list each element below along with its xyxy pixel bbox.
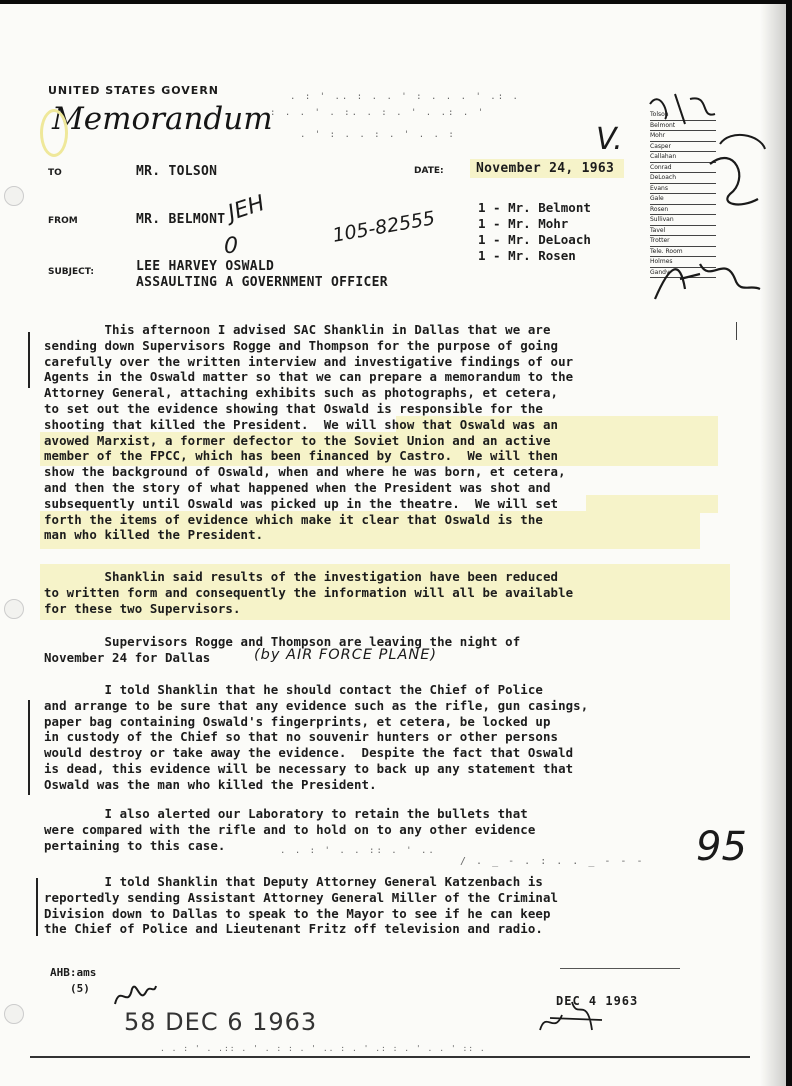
date-label: DATE: (414, 166, 444, 176)
from-label: FROM (48, 216, 78, 226)
scan-noise: : . . ' . :. . : . ' . .: . ' (270, 108, 486, 118)
memo-title: Memorandum (52, 101, 273, 137)
scan-noise: . . : ' . . :: . ' .. (280, 846, 436, 856)
to-label: TO (48, 168, 62, 178)
routing-item: Trotter (650, 236, 716, 247)
routing-item: Tavel (650, 226, 716, 237)
routing-item: Rosen (650, 205, 716, 216)
recorded-stamp: DEC 4 1963 (556, 994, 639, 1008)
distribution-item: 1 - Mr. Rosen (478, 248, 576, 263)
subject-label: SUBJECT: (48, 267, 94, 277)
stamp-scribble (532, 990, 622, 1040)
signature-line (560, 968, 680, 969)
body-paragraph-6: I told Shanklin that Deputy Attorney General Katzenbach is reportedly sending Assistant Attorney General Miller of the Criminal Division down to Dallas to speak to the Mayor to see if he can keep the Chief of Police and Lieutenant Fritz off television and radio. (44, 874, 559, 937)
to-value: MR. TOLSON (136, 164, 218, 179)
subject-line-1: LEE HARVEY OSWALD (136, 259, 275, 274)
scan-noise: . . : ' . .:: . ' . : : . ' .. : . ' .: : . ' . . ' :: . (160, 1044, 486, 1053)
footer-rule (30, 1056, 750, 1058)
from-value: MR. BELMONT (136, 212, 226, 227)
routing-item: Callahan (650, 152, 716, 163)
routing-item: Tele. Room (650, 247, 716, 258)
body-paragraph-5: I also alerted our Laboratory to retain the bullets that were compared with the rifle and to hold on to any other evidence pertaining to this case. (44, 806, 536, 853)
routing-initials-scribble (640, 84, 780, 314)
routing-item: Conrad (650, 163, 716, 174)
distribution-item: 1 - Mr. Belmont (478, 200, 591, 215)
routing-item: Tolson (650, 110, 716, 121)
routing-item: Casper (650, 142, 716, 153)
distribution-item: 1 - Mr. Mohr (478, 216, 569, 231)
routing-item: Gandy (650, 268, 716, 279)
routing-item: Sullivan (650, 215, 716, 226)
body-paragraph-1: This afternoon I advised SAC Shanklin in Dallas that we are sending down Supervisors Rogge and Thompson for the purpose of going carefully over the written interview and investigative findings of our Agents in the Oswald matter so that we can prepare a memorandum to the Attorney General, attaching exhibits such as photographs, et cetera, to set out the evidence showing that Oswald is responsible for the shooting that killed the President. We will show that Oswald was an avowed Marxist, a former defector to the Soviet Union and an active member of the FPCC, which has been financed by Castro. We will then show the background of Oswald, when and where he was born, et cetera, and then the story of what happened when the President was shot and subsequently until Oswald was picked up in the theatre. We will set forth the items of evidence which make it clear that Oswald is the man who killed the President. (44, 322, 574, 543)
routing-item: DeLoach (650, 173, 716, 184)
margin-tick (736, 322, 737, 340)
routing-item: Gale (650, 194, 716, 205)
memorandum-page (0, 4, 786, 1086)
scan-noise: / . _ - . : . . _ - - - (460, 856, 645, 867)
punch-hole (4, 186, 24, 206)
body-paragraph-4: I told Shanklin that he should contact the Chief of Police and arrange to be sure that any evidence such as the rifle, gun casings, paper bag containing Oswald's fingerprints, et cetera, be locked up in custody of the Chief so that no souvenir hunters or other persons would destroy or take away the evidence. Despite the fact that Oswald is dead, this evidence will be necessary to back up any statement that Oswald was the man who killed the President. (44, 682, 589, 792)
copy-count: (5) (70, 982, 90, 995)
routing-item: Belmont (650, 121, 716, 132)
scan-noise: . ' : . . : . ' . . : (300, 130, 456, 140)
punch-hole (4, 1004, 24, 1024)
margin-bracket (28, 700, 30, 795)
handwritten-file-number: 105-82555 (330, 207, 437, 247)
highlight-circle (40, 109, 68, 157)
routing-item: Evans (650, 184, 716, 195)
punch-hole (4, 599, 24, 619)
body-paragraph-3: Supervisors Rogge and Thompson are leaving the night of November 24 for Dallas (44, 634, 521, 665)
margin-bracket (36, 878, 38, 936)
handwritten-zero: 0 (224, 234, 238, 259)
received-stamp: 58 DEC 6 1963 (124, 1008, 318, 1036)
date-value: November 24, 1963 (470, 159, 624, 178)
handwritten-plane-note: (by AIR FORCE PLANE) (254, 647, 438, 663)
routing-item: Mohr (650, 131, 716, 142)
subject-line-2: ASSAULTING A GOVERNMENT OFFICER (136, 275, 388, 290)
handwritten-check: V. (596, 122, 623, 157)
distribution-item: 1 - Mr. DeLoach (478, 232, 591, 247)
body-paragraph-2: Shanklin said results of the investigation have been reduced to written form and consequently the information will all be available for these two Supervisors. (44, 569, 574, 616)
scan-noise: . : ' .. : . . ' : . . . ' .: . (290, 92, 520, 102)
margin-bracket (28, 332, 30, 388)
typist-initials: AHB:ams (50, 966, 97, 979)
distribution-list (478, 200, 591, 264)
agency-header: UNITED STATES GOVERN (48, 84, 219, 97)
handwritten-serial: 95 (696, 824, 747, 870)
handwritten-initials: JEH (225, 190, 268, 227)
routing-item: Holmes (650, 257, 716, 268)
